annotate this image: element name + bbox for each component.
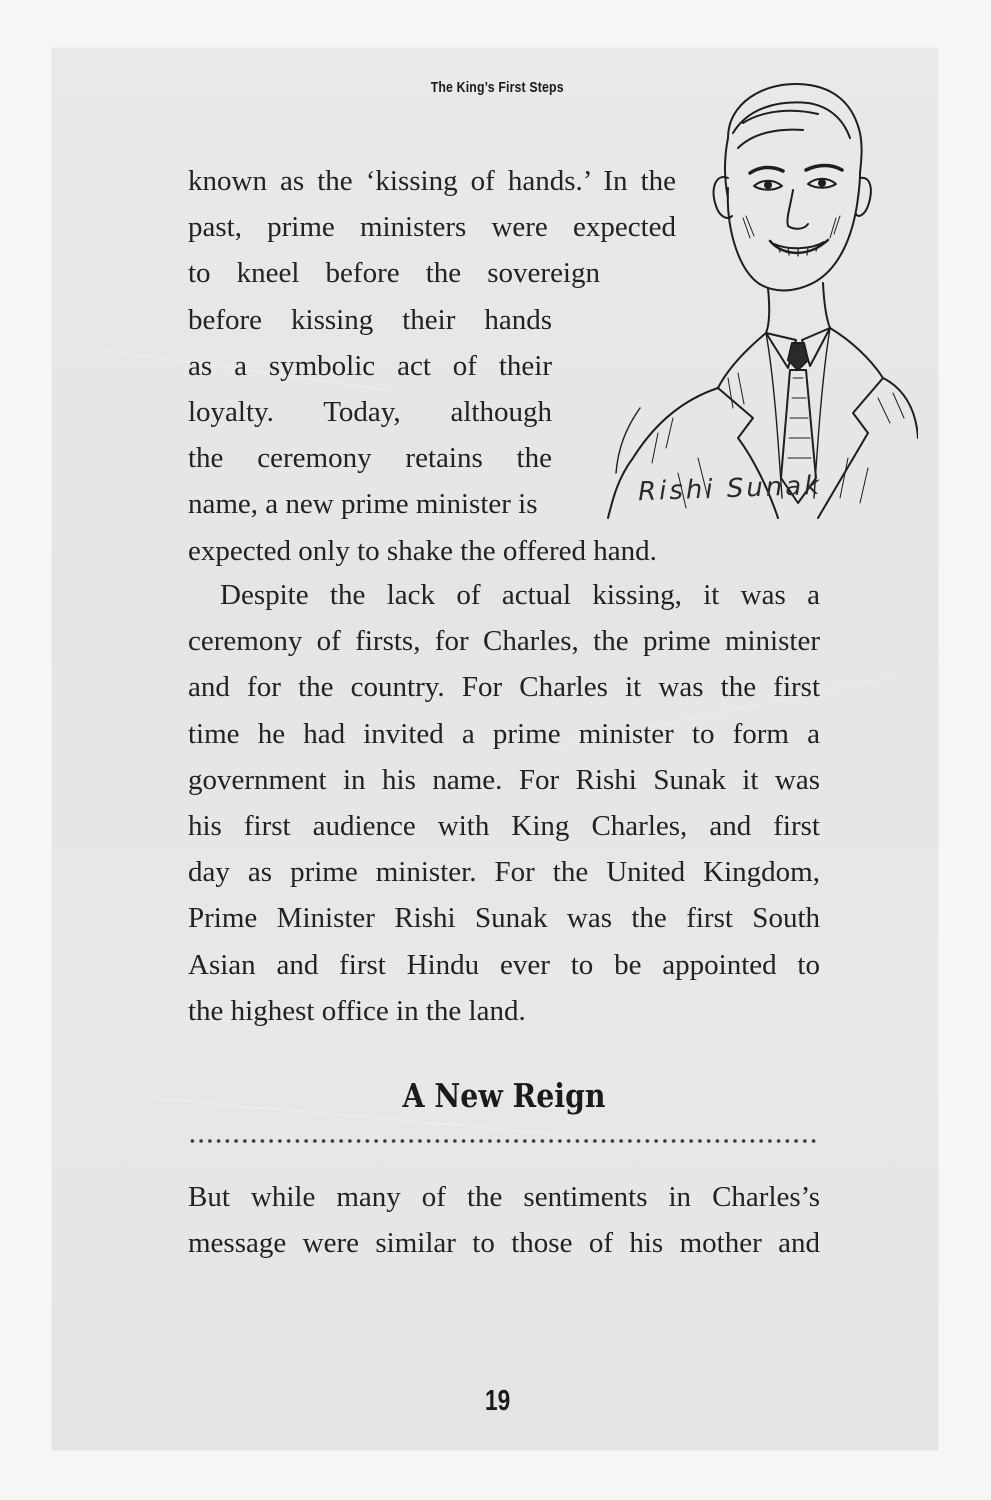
text-line: before kissing their hands bbox=[188, 303, 552, 336]
text-line: ceremony of firsts, for Charles, the prime minister bbox=[188, 625, 820, 658]
paragraph-2 bbox=[188, 572, 820, 1034]
text-line: But while many of the sentiments in Charles’s bbox=[188, 1181, 820, 1213]
illustration-caption-signature: Rishi Sunak bbox=[637, 470, 823, 508]
text-line: expected only to shake the offered hand. bbox=[188, 534, 657, 567]
text-line: loyalty. Today, although bbox=[188, 395, 552, 428]
text-line: his first audience with King Charles, and first bbox=[188, 809, 820, 842]
text-line: and for the country. For Charles it was the first bbox=[188, 671, 820, 704]
running-head: The King’s First Steps bbox=[430, 79, 564, 96]
paragraph-3 bbox=[188, 1174, 820, 1266]
text-line: Prime Minister Rishi Sunak was the first South bbox=[188, 902, 820, 935]
dotted-divider bbox=[188, 1138, 820, 1144]
paragraph-1 bbox=[188, 158, 748, 574]
text-line: the highest office in the land. bbox=[188, 994, 526, 1027]
text-line: Asian and first Hindu ever to be appointed to bbox=[188, 948, 820, 981]
text-line: Despite the lack of actual kissing, it was a bbox=[220, 579, 820, 611]
text-line: known as the ‘kissing of hands.’ In the bbox=[188, 165, 676, 197]
text-line: as a symbolic act of their bbox=[188, 349, 552, 382]
text-line: past, prime ministers were expected bbox=[188, 211, 676, 244]
section-heading: A New Reign bbox=[402, 1076, 606, 1115]
text-line: message were similar to those of his mother and bbox=[188, 1227, 820, 1260]
text-line: day as prime minister. For the United Kingdom, bbox=[188, 856, 820, 889]
text-line: time he had invited a prime minister to form a bbox=[188, 717, 820, 750]
text-line: the ceremony retains the bbox=[188, 442, 552, 475]
text-line: to kneel before the sovereign bbox=[188, 257, 600, 290]
text-line: government in his name. For Rishi Sunak it was bbox=[188, 763, 820, 796]
page-number: 19 bbox=[485, 1385, 511, 1417]
text-line: name, a new prime minister is bbox=[188, 488, 538, 521]
